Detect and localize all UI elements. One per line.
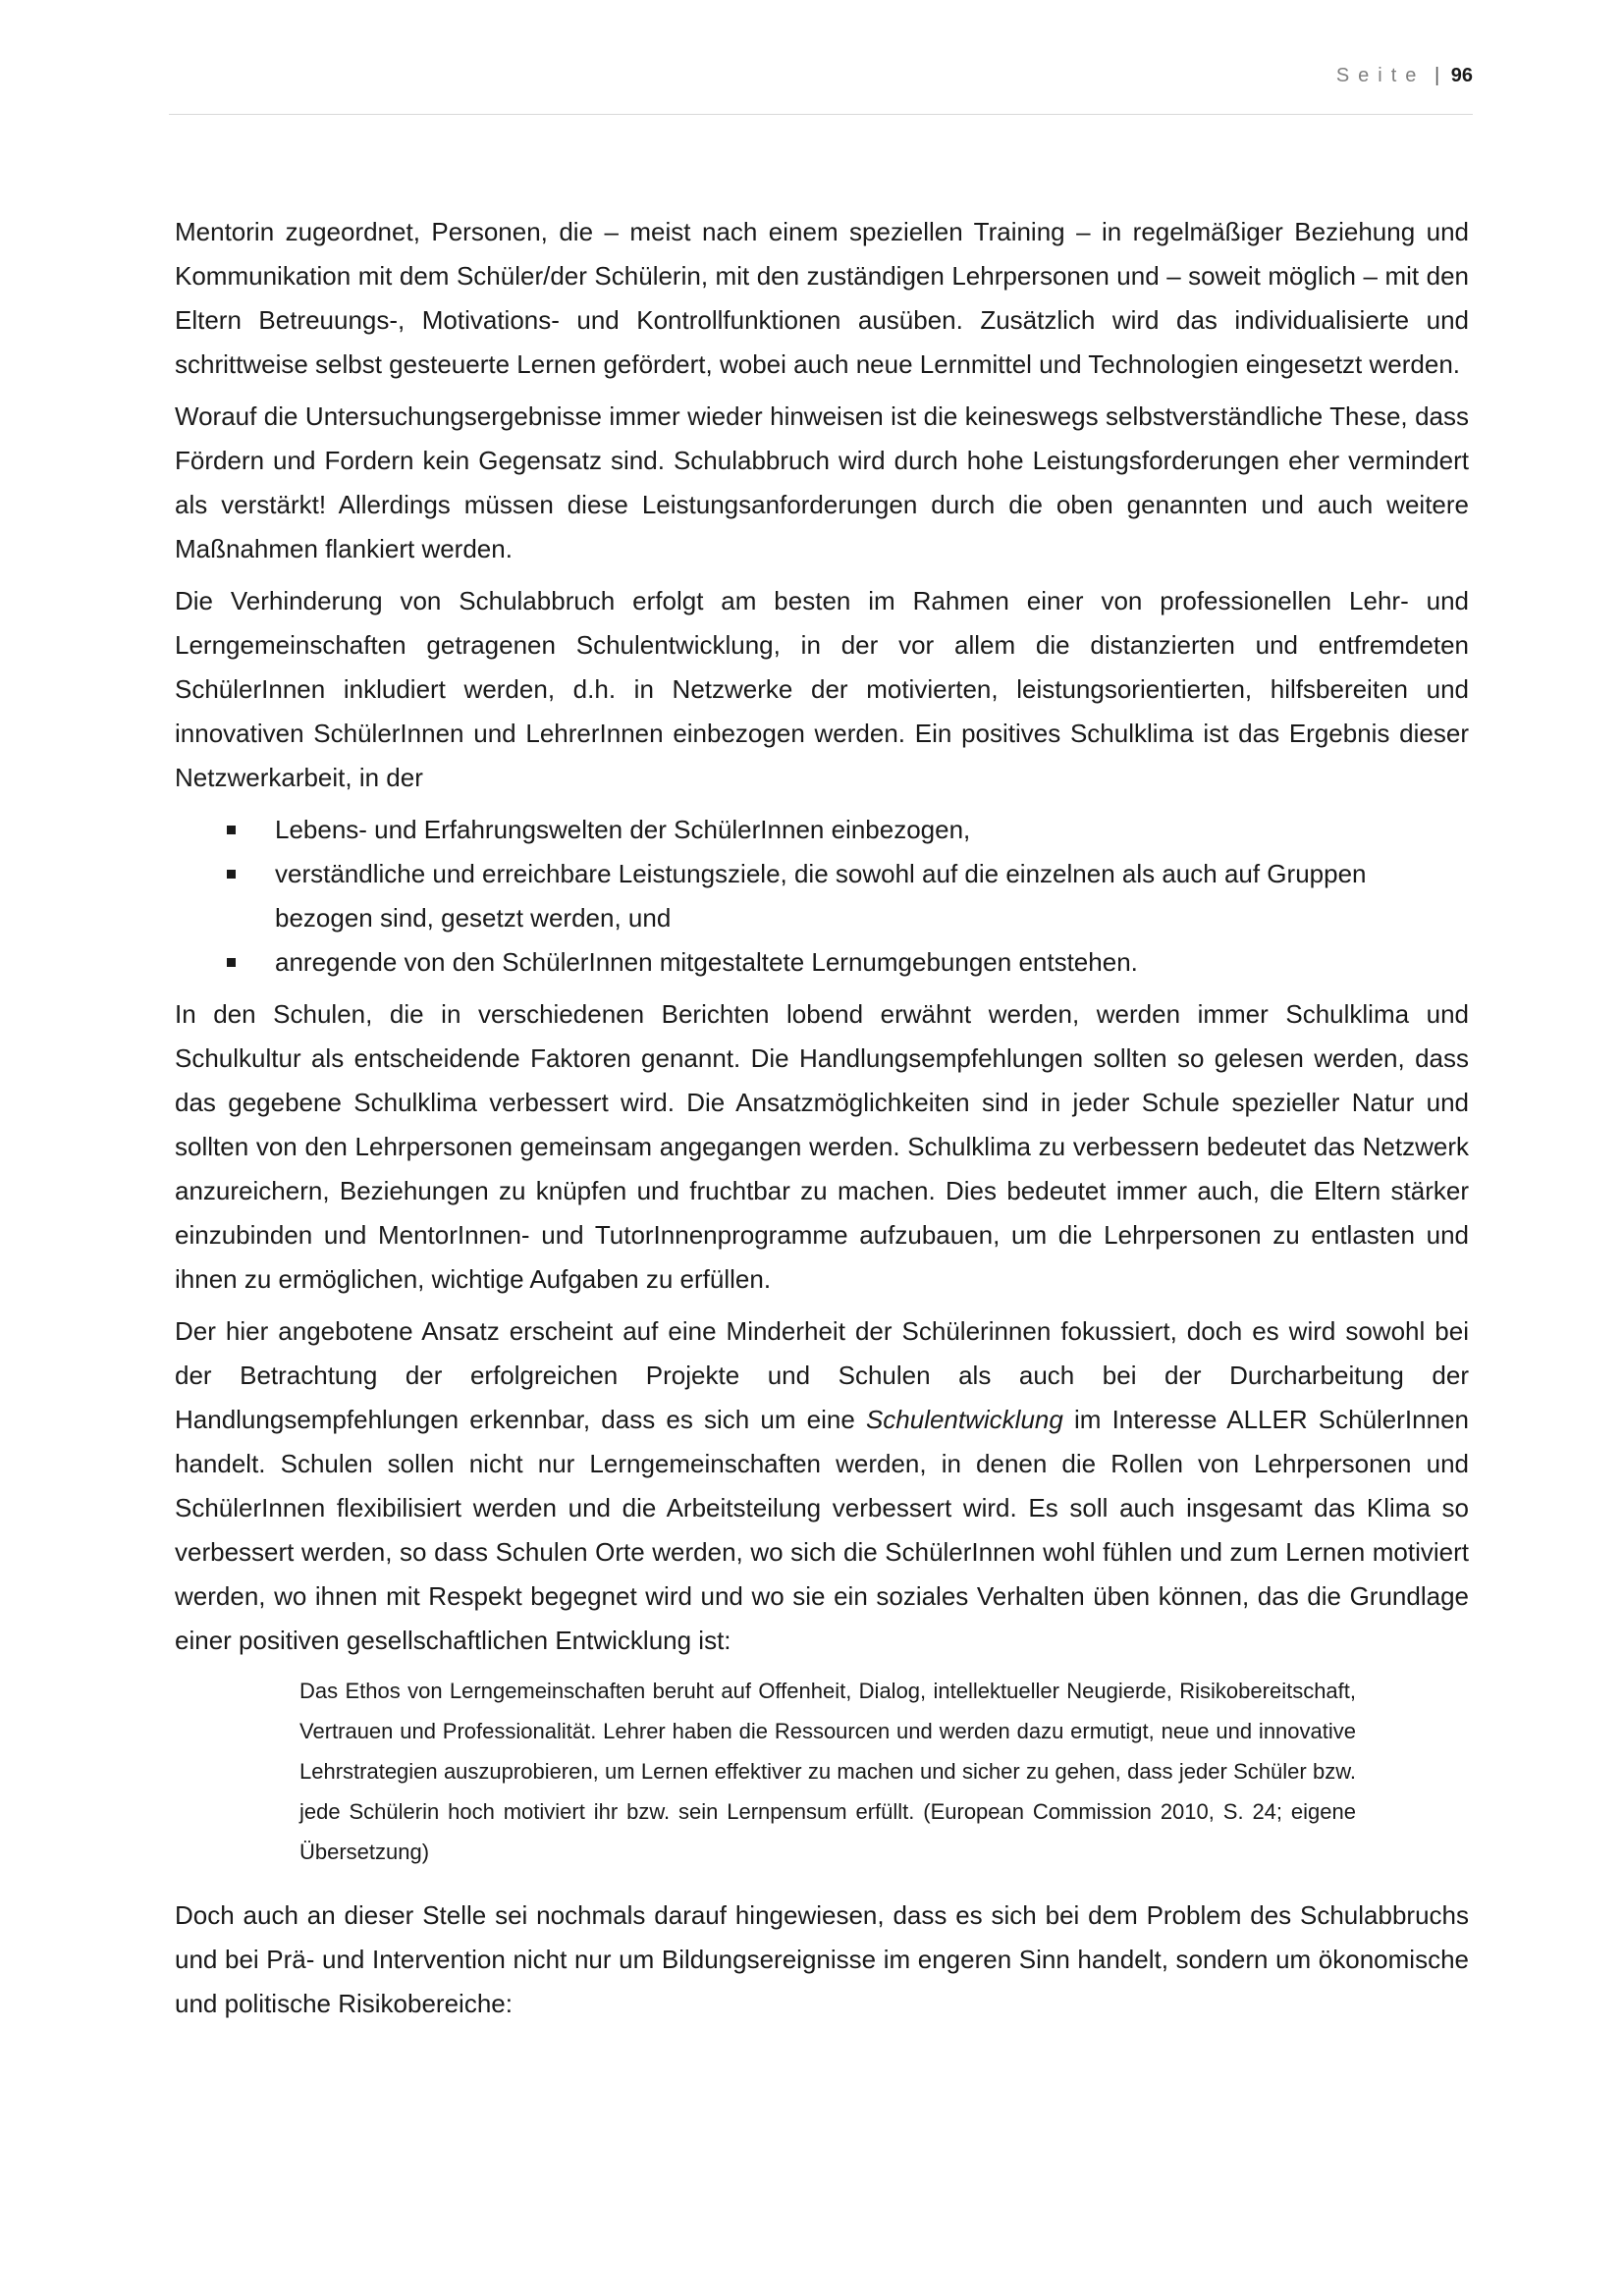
emphasis-schulentwicklung: Schulentwicklung <box>865 1405 1063 1434</box>
page-header <box>1336 65 1473 87</box>
square-bullet-icon <box>227 958 236 967</box>
list-item-text: Lebens- und Erfahrungswelten der SchülerInnen einbezogen, <box>275 815 971 844</box>
list-item <box>175 808 1469 852</box>
paragraph-2: Worauf die Untersuchungsergebnisse immer wieder hinweisen ist die keineswegs selbstverständliche These, dass Fördern und Fordern kein Gegensatz sind. Schulabbruch wird durch hohe Leistungsforderungen eher vermindert als verstärkt! Allerdings müssen diese Leistungsanforderungen durch die oben genannten und auch weitere Maßnahmen flankiert werden. <box>175 401 1469 563</box>
list-item <box>175 852 1469 940</box>
paragraph-3: Die Verhinderung von Schulabbruch erfolgt am besten im Rahmen einer von professionellen Lehr- und Lerngemeinschaften getragenen Schulentwicklung, in der vor allem die distanzierten und entfremdeten SchülerInnen inkludiert werden, d.h. in Netzwerke der motivierten, leistungsorientierten, hilfsbereiten und innovativen SchülerInnen und LehrerInnen einbezogen werden. Ein positives Schulklima ist das Ergebnis dieser Netzwerkarbeit, in der <box>175 586 1469 792</box>
paragraph-6: Doch auch an dieser Stelle sei nochmals darauf hingewiesen, dass es sich bei dem Problem des Schulabbruchs und bei Prä- und Intervention nicht nur um Bildungsereignisse im engeren Sinn handelt, sondern um ökonomische und politische Risikobereiche: <box>175 1900 1469 2018</box>
list-item-text: verständliche und erreichbare Leistungsziele, die sowohl auf die einzelnen als auch auf Gruppen bezogen sind, gesetzt werden, und <box>275 859 1367 933</box>
square-bullet-icon <box>227 826 236 834</box>
paragraph-5 <box>175 1309 1469 1663</box>
list-item <box>175 940 1469 985</box>
square-bullet-icon <box>227 870 236 879</box>
page-number: 96 <box>1450 65 1473 86</box>
paragraph-5-text-after: im Interesse ALLER SchülerInnen handelt. Schulen sollen nicht nur Lerngemeinschaften werden, in denen die Rollen von Lehrpersonen und SchülerInnen flexibilisiert werden und die Arbeitsteilung verbessert wird. Es soll auch insgesamt das Klima so verbessert werden, so dass Schulen Orte werden, wo sich die SchülerInnen wohl fühlen und zum Lernen motiviert werden, wo ihnen mit Respekt begegnet wird und wo sie ein soziales Verhalten üben können, das die Grundlage einer positiven gesellschaftlichen Entwicklung ist: <box>175 1405 1469 1655</box>
bullet-list <box>175 808 1469 985</box>
paragraph-1: Mentorin zugeordnet, Personen, die – meist nach einem speziellen Training – in regelmäßiger Beziehung und Kommunikation mit dem Schüler/der Schülerin, mit den zuständigen Lehrpersonen und – soweit möglich – mit den Eltern Betreuungs-, Motivations- und Kontrollfunktionen ausüben. Zusätzlich wird das individualisierte und schrittweise selbst gesteuerte Lernen gefördert, wobei auch neue Lernmittel und Technologien eingesetzt werden. <box>175 217 1469 379</box>
block-quote: Das Ethos von Lerngemeinschaften beruht auf Offenheit, Dialog, intellektueller Neugierde, Risikobereitschaft, Vertrauen und Professionalität. Lehrer haben die Ressourcen und werden dazu ermutigt, neue und innovative Lehrstrategien auszuprobieren, um Lernen effektiver zu machen und sicher zu gehen, dass jeder Schüler bzw. jede Schülerin hoch motiviert ihr bzw. sein Lernpensum erfüllt. (European Commission 2010, S. 24; eigene Übersetzung) <box>299 1679 1356 1864</box>
page-header-label: Seite <box>1335 65 1426 86</box>
paragraph-4: In den Schulen, die in verschiedenen Berichten lobend erwähnt werden, werden immer Schulklima und Schulkultur als entscheidende Faktoren genannt. Die Handlungsempfehlungen sollten so gelesen werden, dass das gegebene Schulklima verbessert wird. Die Ansatzmöglichkeiten sind in jeder Schule spezieller Natur und sollten von den Lehrpersonen gemeinsam angegangen werden. Schulklima zu verbessern bedeutet das Netzwerk anzureichern, Beziehungen zu knüpfen und fruchtbar zu machen. Dies bedeutet immer auch, die Eltern stärker einzubinden und MentorInnen- und TutorInnenprogramme aufzubauen, um die Lehrpersonen zu entlasten und ihnen zu ermöglichen, wichtige Aufgaben zu erfüllen. <box>175 999 1469 1294</box>
paragraph-5-text-before: Der hier angebotene Ansatz erscheint auf eine Minderheit der Schülerinnen fokussiert, doch es wird sowohl bei der Betrachtung der erfolgreichen Projekte und Schulen als auch bei der Durcharbeitung der Handlungsempfehlungen erkennbar, dass es sich um eine <box>175 1316 1469 1434</box>
body-text <box>175 210 1469 2034</box>
header-divider <box>169 114 1473 115</box>
page-header-separator: | <box>1434 65 1440 86</box>
list-item-text: anregende von den SchülerInnen mitgestaltete Lernumgebungen entstehen. <box>275 947 1138 977</box>
